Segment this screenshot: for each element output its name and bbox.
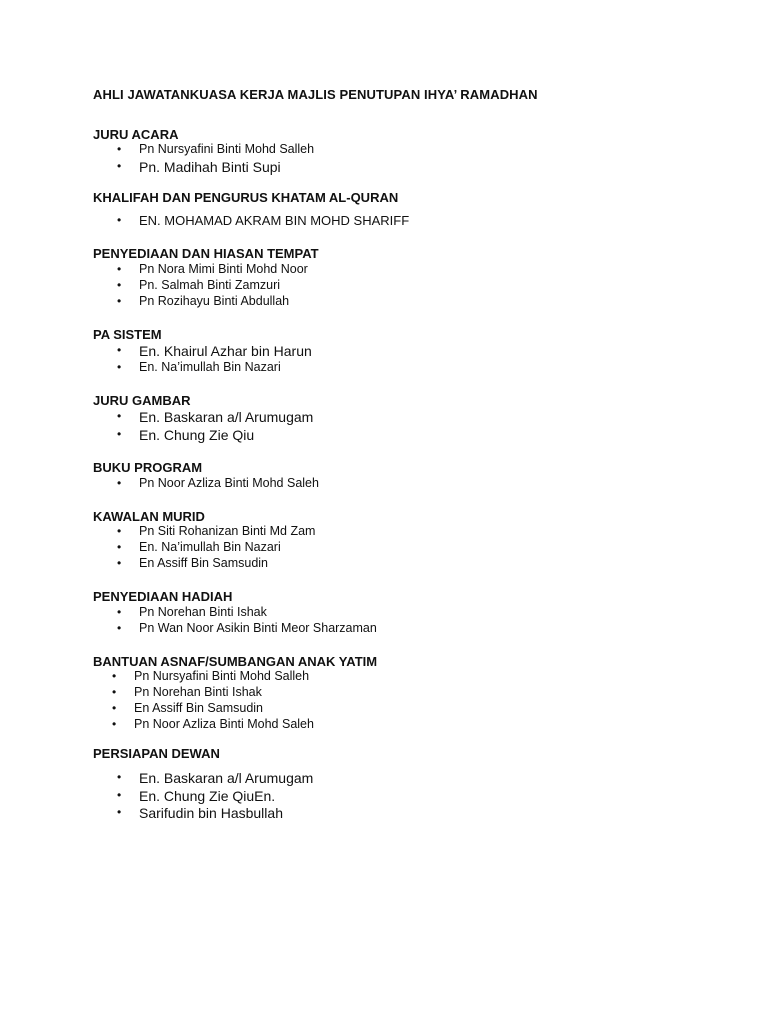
list-item-text: Pn Nora Mimi Binti Mohd Noor xyxy=(139,262,308,276)
section-heading-juru-gambar: JURU GAMBAR xyxy=(93,393,191,408)
list-item-text: Pn. Salmah Binti Zamzuri xyxy=(139,278,281,292)
list-item-text: Pn Siti Rohanizan Binti Md Zam xyxy=(139,524,316,538)
bullet-icon: • xyxy=(117,770,122,784)
list-item-text: En. Chung Zie QiuEn. xyxy=(139,788,276,804)
list-item-text: EN. MOHAMAD AKRAM BIN MOHD SHARIFF xyxy=(139,213,410,228)
list-item-text: En Assiff Bin Samsudin xyxy=(139,556,269,570)
section-heading-penyediaan-hadiah: PENYEDIAAN HADIAH xyxy=(93,589,233,604)
section-heading-buku-program: BUKU PROGRAM xyxy=(93,460,203,475)
list-item-text: Pn Nursyafini Binti Mohd Salleh xyxy=(134,669,310,683)
list-item-text: En. Baskaran a/l Arumugam xyxy=(139,770,314,786)
bullet-icon: • xyxy=(117,142,122,156)
section-heading-kawalan-murid: KAWALAN MURID xyxy=(93,509,205,524)
bullet-icon: • xyxy=(112,669,117,683)
bullet-icon: • xyxy=(117,159,122,173)
bullet-icon: • xyxy=(117,524,122,538)
list-item-text: Pn Norehan Binti Ishak xyxy=(134,685,262,699)
bullet-icon: • xyxy=(112,701,117,715)
bullet-icon: • xyxy=(117,409,122,423)
bullet-icon: • xyxy=(117,605,122,619)
bullet-icon: • xyxy=(117,805,122,819)
bullet-icon: • xyxy=(117,278,122,292)
list-item-text: Pn Noor Azliza Binti Mohd Saleh xyxy=(134,717,314,731)
list-item-text: Pn Wan Noor Asikin Binti Meor Sharzaman xyxy=(139,621,377,635)
section-heading-pa-sistem: PA SISTEM xyxy=(93,327,162,342)
list-item-text: Sarifudin bin Hasbullah xyxy=(139,805,283,821)
section-heading-khalifah: KHALIFAH DAN PENGURUS KHATAM AL-QURAN xyxy=(93,190,399,205)
section-heading-juru-acara: JURU ACARA xyxy=(93,127,179,142)
bullet-icon: • xyxy=(117,476,122,490)
bullet-icon: • xyxy=(117,213,122,227)
list-item-text: En. Na’imullah Bin Nazari xyxy=(139,360,281,374)
list-item-text: En. Khairul Azhar bin Harun xyxy=(139,343,312,359)
list-item-text: Pn Nursyafini Binti Mohd Salleh xyxy=(139,142,315,156)
bullet-icon: • xyxy=(117,788,122,802)
list-item-text: En Assiff Bin Samsudin xyxy=(134,701,264,715)
bullet-icon: • xyxy=(117,360,122,374)
bullet-icon: • xyxy=(117,540,122,554)
section-heading-hiasan-tempat: PENYEDIAAN DAN HIASAN TEMPAT xyxy=(93,246,319,261)
section-heading-bantuan-asnaf: BANTUAN ASNAF/SUMBANGAN ANAK YATIM xyxy=(93,654,378,669)
bullet-icon: • xyxy=(112,685,117,699)
list-item-text: En. Baskaran a/l Arumugam xyxy=(139,409,314,425)
bullet-icon: • xyxy=(117,343,122,357)
bullet-icon: • xyxy=(112,717,117,731)
bullet-icon: • xyxy=(117,427,122,441)
bullet-icon: • xyxy=(117,262,122,276)
list-item-text: Pn. Madihah Binti Supi xyxy=(139,159,281,175)
list-item-text: Pn Norehan Binti Ishak xyxy=(139,605,267,619)
bullet-icon: • xyxy=(117,621,122,635)
list-item-text: En. Na’imullah Bin Nazari xyxy=(139,540,281,554)
document-title: AHLI JAWATANKUASA KERJA MAJLIS PENUTUPAN IHYA’ RAMADHAN xyxy=(93,87,538,102)
bullet-icon: • xyxy=(117,556,122,570)
list-item-text: En. Chung Zie Qiu xyxy=(139,427,255,443)
list-item-text: Pn Noor Azliza Binti Mohd Saleh xyxy=(139,476,319,490)
section-heading-persiapan-dewan: PERSIAPAN DEWAN xyxy=(93,746,220,761)
list-item-text: Pn Rozihayu Binti Abdullah xyxy=(139,294,290,308)
bullet-icon: • xyxy=(117,294,122,308)
